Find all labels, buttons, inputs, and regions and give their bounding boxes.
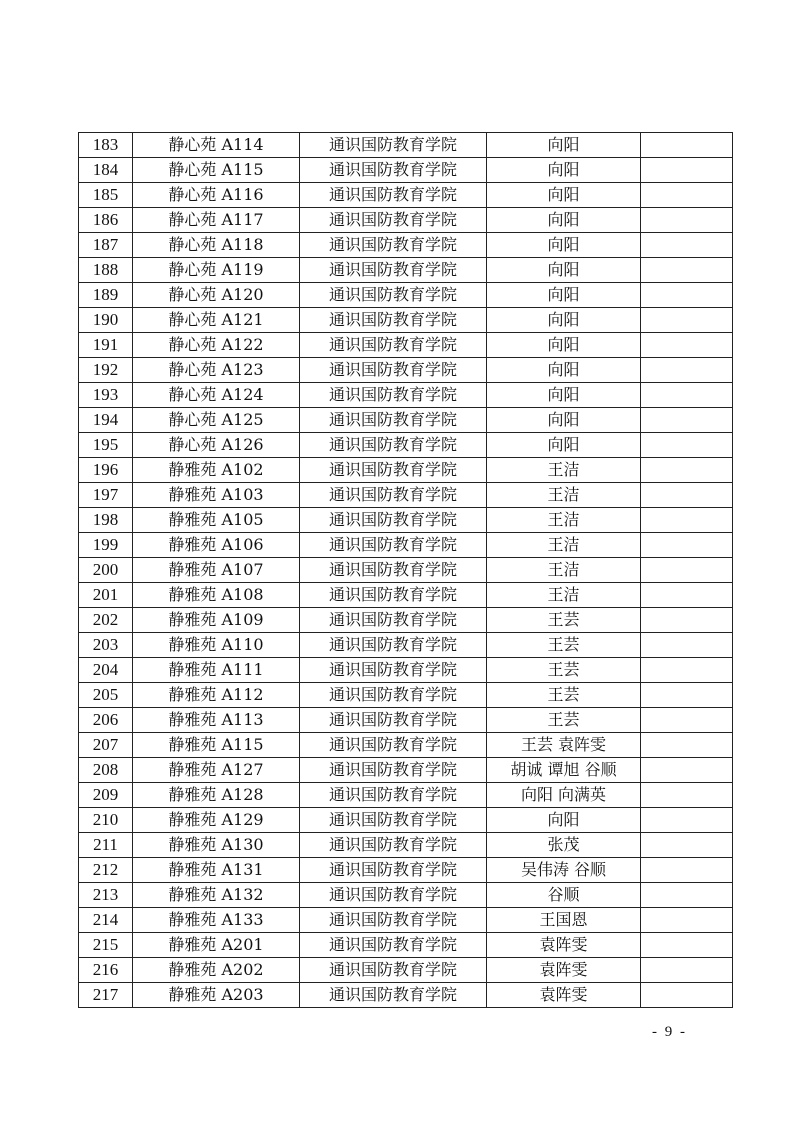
- room-cell: 静雅苑 A127: [133, 758, 300, 783]
- college-cell: 通识国防教育学院: [300, 958, 487, 983]
- room-cell: 静雅苑 A133: [133, 908, 300, 933]
- staff-cell: 向阳: [487, 433, 641, 458]
- room-cell: 静心苑 A122: [133, 333, 300, 358]
- staff-cell: 向阳: [487, 358, 641, 383]
- college-cell: 通识国防教育学院: [300, 283, 487, 308]
- table-row: [79, 558, 733, 583]
- college-cell: 通识国防教育学院: [300, 808, 487, 833]
- college-cell: 通识国防教育学院: [300, 833, 487, 858]
- room-cell: 静雅苑 A202: [133, 958, 300, 983]
- college-cell: 通识国防教育学院: [300, 158, 487, 183]
- room-cell: 静心苑 A123: [133, 358, 300, 383]
- note-cell: [641, 258, 733, 283]
- row-number-cell: 208: [79, 758, 133, 783]
- staff-cell: 向阳: [487, 233, 641, 258]
- note-cell: [641, 183, 733, 208]
- row-number-cell: 186: [79, 208, 133, 233]
- college-cell: 通识国防教育学院: [300, 983, 487, 1008]
- note-cell: [641, 983, 733, 1008]
- table-row: [79, 733, 733, 758]
- table-row: [79, 208, 733, 233]
- note-cell: [641, 333, 733, 358]
- room-cell: 静心苑 A121: [133, 308, 300, 333]
- college-cell: 通识国防教育学院: [300, 208, 487, 233]
- note-cell: [641, 958, 733, 983]
- college-cell: 通识国防教育学院: [300, 358, 487, 383]
- table-row: [79, 983, 733, 1008]
- table-row: [79, 483, 733, 508]
- note-cell: [641, 433, 733, 458]
- table-row: [79, 683, 733, 708]
- note-cell: [641, 908, 733, 933]
- college-cell: 通识国防教育学院: [300, 383, 487, 408]
- table-row: [79, 783, 733, 808]
- note-cell: [641, 283, 733, 308]
- row-number-cell: 214: [79, 908, 133, 933]
- staff-cell: 吴伟涛 谷顺: [487, 858, 641, 883]
- row-number-cell: 211: [79, 833, 133, 858]
- room-cell: 静雅苑 A109: [133, 608, 300, 633]
- college-cell: 通识国防教育学院: [300, 908, 487, 933]
- table-row: [79, 858, 733, 883]
- note-cell: [641, 733, 733, 758]
- table-body: [79, 133, 733, 1008]
- staff-cell: 王洁: [487, 533, 641, 558]
- room-cell: 静雅苑 A203: [133, 983, 300, 1008]
- row-number-cell: 197: [79, 483, 133, 508]
- staff-cell: 谷顺: [487, 883, 641, 908]
- table-row: [79, 333, 733, 358]
- row-number-cell: 217: [79, 983, 133, 1008]
- room-cell: 静雅苑 A112: [133, 683, 300, 708]
- room-cell: 静心苑 A115: [133, 158, 300, 183]
- college-cell: 通识国防教育学院: [300, 333, 487, 358]
- staff-cell: 向阳: [487, 383, 641, 408]
- room-cell: 静心苑 A116: [133, 183, 300, 208]
- row-number-cell: 195: [79, 433, 133, 458]
- room-cell: 静心苑 A126: [133, 433, 300, 458]
- row-number-cell: 207: [79, 733, 133, 758]
- table-row: [79, 608, 733, 633]
- staff-cell: 王洁: [487, 558, 641, 583]
- room-cell: 静雅苑 A128: [133, 783, 300, 808]
- row-number-cell: 198: [79, 508, 133, 533]
- row-number-cell: 204: [79, 658, 133, 683]
- college-cell: 通识国防教育学院: [300, 608, 487, 633]
- row-number-cell: 202: [79, 608, 133, 633]
- row-number-cell: 209: [79, 783, 133, 808]
- college-cell: 通识国防教育学院: [300, 183, 487, 208]
- table-row: [79, 833, 733, 858]
- table-row: [79, 508, 733, 533]
- room-cell: 静雅苑 A106: [133, 533, 300, 558]
- table-row: [79, 533, 733, 558]
- row-number-cell: 185: [79, 183, 133, 208]
- staff-cell: 王芸: [487, 708, 641, 733]
- college-cell: 通识国防教育学院: [300, 733, 487, 758]
- room-cell: 静心苑 A119: [133, 258, 300, 283]
- staff-cell: 向阳: [487, 133, 641, 158]
- staff-cell: 向阳 向满英: [487, 783, 641, 808]
- table-row: [79, 233, 733, 258]
- row-number-cell: 196: [79, 458, 133, 483]
- room-cell: 静雅苑 A130: [133, 833, 300, 858]
- row-number-cell: 201: [79, 583, 133, 608]
- note-cell: [641, 808, 733, 833]
- college-cell: 通识国防教育学院: [300, 883, 487, 908]
- college-cell: 通识国防教育学院: [300, 558, 487, 583]
- table-row: [79, 933, 733, 958]
- note-cell: [641, 408, 733, 433]
- room-cell: 静雅苑 A103: [133, 483, 300, 508]
- note-cell: [641, 683, 733, 708]
- room-cell: 静雅苑 A111: [133, 658, 300, 683]
- room-cell: 静心苑 A124: [133, 383, 300, 408]
- row-number-cell: 184: [79, 158, 133, 183]
- room-cell: 静雅苑 A107: [133, 558, 300, 583]
- table-row: [79, 283, 733, 308]
- table-row: [79, 433, 733, 458]
- table-row: [79, 583, 733, 608]
- table-row: [79, 883, 733, 908]
- note-cell: [641, 508, 733, 533]
- college-cell: 通识国防教育学院: [300, 483, 487, 508]
- college-cell: 通识国防教育学院: [300, 308, 487, 333]
- room-cell: 静雅苑 A129: [133, 808, 300, 833]
- room-cell: 静心苑 A117: [133, 208, 300, 233]
- note-cell: [641, 883, 733, 908]
- college-cell: 通识国防教育学院: [300, 133, 487, 158]
- college-cell: 通识国防教育学院: [300, 658, 487, 683]
- staff-cell: 王洁: [487, 483, 641, 508]
- row-number-cell: 183: [79, 133, 133, 158]
- staff-cell: 向阳: [487, 258, 641, 283]
- staff-cell: 向阳: [487, 183, 641, 208]
- note-cell: [641, 208, 733, 233]
- row-number-cell: 203: [79, 633, 133, 658]
- table-row: [79, 808, 733, 833]
- staff-cell: 向阳: [487, 333, 641, 358]
- college-cell: 通识国防教育学院: [300, 633, 487, 658]
- college-cell: 通识国防教育学院: [300, 233, 487, 258]
- room-cell: 静雅苑 A110: [133, 633, 300, 658]
- college-cell: 通识国防教育学院: [300, 258, 487, 283]
- row-number-cell: 194: [79, 408, 133, 433]
- staff-cell: 王洁: [487, 583, 641, 608]
- staff-cell: 向阳: [487, 208, 641, 233]
- staff-cell: 向阳: [487, 158, 641, 183]
- staff-cell: 向阳: [487, 308, 641, 333]
- row-number-cell: 206: [79, 708, 133, 733]
- row-number-cell: 192: [79, 358, 133, 383]
- staff-cell: 向阳: [487, 283, 641, 308]
- college-cell: 通识国防教育学院: [300, 508, 487, 533]
- row-number-cell: 216: [79, 958, 133, 983]
- staff-cell: 王洁: [487, 458, 641, 483]
- room-cell: 静雅苑 A113: [133, 708, 300, 733]
- room-cell: 静雅苑 A115: [133, 733, 300, 758]
- note-cell: [641, 358, 733, 383]
- note-cell: [641, 158, 733, 183]
- dormitory-assignment-table: [78, 132, 733, 1008]
- table-row: [79, 408, 733, 433]
- page-number: - 9 -: [652, 1024, 687, 1040]
- row-number-cell: 215: [79, 933, 133, 958]
- staff-cell: 胡诚 谭旭 谷顺: [487, 758, 641, 783]
- college-cell: 通识国防教育学院: [300, 858, 487, 883]
- college-cell: 通识国防教育学院: [300, 408, 487, 433]
- table-row: [79, 758, 733, 783]
- note-cell: [641, 658, 733, 683]
- row-number-cell: 210: [79, 808, 133, 833]
- note-cell: [641, 858, 733, 883]
- staff-cell: 王芸: [487, 683, 641, 708]
- note-cell: [641, 608, 733, 633]
- staff-cell: 王芸: [487, 658, 641, 683]
- table-row: [79, 633, 733, 658]
- row-number-cell: 189: [79, 283, 133, 308]
- note-cell: [641, 833, 733, 858]
- room-cell: 静雅苑 A105: [133, 508, 300, 533]
- row-number-cell: 199: [79, 533, 133, 558]
- staff-cell: 张茂: [487, 833, 641, 858]
- room-cell: 静雅苑 A102: [133, 458, 300, 483]
- row-number-cell: 200: [79, 558, 133, 583]
- room-cell: 静心苑 A114: [133, 133, 300, 158]
- table-row: [79, 383, 733, 408]
- college-cell: 通识国防教育学院: [300, 533, 487, 558]
- note-cell: [641, 533, 733, 558]
- row-number-cell: 212: [79, 858, 133, 883]
- note-cell: [641, 133, 733, 158]
- note-cell: [641, 758, 733, 783]
- room-cell: 静心苑 A118: [133, 233, 300, 258]
- room-cell: 静雅苑 A131: [133, 858, 300, 883]
- room-cell: 静雅苑 A108: [133, 583, 300, 608]
- row-number-cell: 213: [79, 883, 133, 908]
- note-cell: [641, 708, 733, 733]
- staff-cell: 向阳: [487, 408, 641, 433]
- college-cell: 通识国防教育学院: [300, 783, 487, 808]
- row-number-cell: 193: [79, 383, 133, 408]
- staff-cell: 向阳: [487, 808, 641, 833]
- table-row: [79, 958, 733, 983]
- note-cell: [641, 783, 733, 808]
- staff-cell: 袁阵雯: [487, 983, 641, 1008]
- table-row: [79, 908, 733, 933]
- room-cell: 静心苑 A120: [133, 283, 300, 308]
- college-cell: 通识国防教育学院: [300, 433, 487, 458]
- college-cell: 通识国防教育学院: [300, 683, 487, 708]
- table-row: [79, 158, 733, 183]
- note-cell: [641, 483, 733, 508]
- row-number-cell: 190: [79, 308, 133, 333]
- note-cell: [641, 583, 733, 608]
- staff-cell: 王芸 袁阵雯: [487, 733, 641, 758]
- college-cell: 通识国防教育学院: [300, 758, 487, 783]
- room-cell: 静心苑 A125: [133, 408, 300, 433]
- table-row: [79, 358, 733, 383]
- college-cell: 通识国防教育学院: [300, 708, 487, 733]
- table-row: [79, 708, 733, 733]
- table-row: [79, 458, 733, 483]
- table-row: [79, 183, 733, 208]
- college-cell: 通识国防教育学院: [300, 583, 487, 608]
- staff-cell: 王芸: [487, 608, 641, 633]
- staff-cell: 王洁: [487, 508, 641, 533]
- staff-cell: 袁阵雯: [487, 958, 641, 983]
- table-row: [79, 258, 733, 283]
- room-cell: 静雅苑 A201: [133, 933, 300, 958]
- note-cell: [641, 633, 733, 658]
- note-cell: [641, 558, 733, 583]
- note-cell: [641, 933, 733, 958]
- college-cell: 通识国防教育学院: [300, 458, 487, 483]
- note-cell: [641, 308, 733, 333]
- row-number-cell: 187: [79, 233, 133, 258]
- note-cell: [641, 458, 733, 483]
- table-row: [79, 308, 733, 333]
- row-number-cell: 188: [79, 258, 133, 283]
- note-cell: [641, 383, 733, 408]
- table-row: [79, 133, 733, 158]
- row-number-cell: 205: [79, 683, 133, 708]
- staff-cell: 王国恩: [487, 908, 641, 933]
- note-cell: [641, 233, 733, 258]
- row-number-cell: 191: [79, 333, 133, 358]
- table-row: [79, 658, 733, 683]
- staff-cell: 王芸: [487, 633, 641, 658]
- room-cell: 静雅苑 A132: [133, 883, 300, 908]
- staff-cell: 袁阵雯: [487, 933, 641, 958]
- college-cell: 通识国防教育学院: [300, 933, 487, 958]
